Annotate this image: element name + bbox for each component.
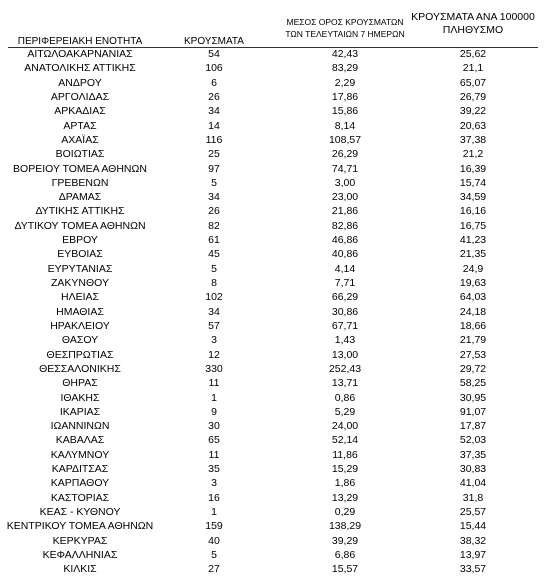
cell-per-100k: 37,38 bbox=[459, 133, 487, 146]
table-row bbox=[0, 147, 545, 161]
cell-cases: 65 bbox=[208, 434, 220, 447]
cell-7day-average: 24,00 bbox=[331, 420, 359, 433]
cell-region: ΚΑΡΔΙΤΣΑΣ bbox=[51, 463, 109, 476]
cell-7day-average: 108,57 bbox=[328, 133, 362, 146]
cell-per-100k: 16,16 bbox=[459, 205, 487, 218]
cell-region: ΗΡΑΚΛΕΙΟΥ bbox=[50, 319, 110, 332]
cell-region: ΒΟΙΩΤΙΑΣ bbox=[55, 148, 105, 161]
cell-per-100k: 58,25 bbox=[459, 377, 487, 390]
cell-region: ΚΕΡΚΥΡΑΣ bbox=[52, 534, 108, 547]
cell-cases: 14 bbox=[208, 119, 220, 132]
cell-cases: 35 bbox=[208, 463, 220, 476]
cell-cases: 5 bbox=[211, 262, 217, 275]
cell-per-100k: 21,2 bbox=[462, 148, 484, 161]
table-row bbox=[0, 534, 545, 548]
cell-region: ΑΝΔΡΟΥ bbox=[58, 76, 102, 89]
table-row bbox=[0, 162, 545, 176]
cell-7day-average: 67,71 bbox=[331, 319, 359, 332]
cell-7day-average: 0,86 bbox=[334, 391, 356, 404]
cell-region: ΗΜΑΘΙΑΣ bbox=[56, 305, 104, 318]
cell-per-100k: 91,07 bbox=[459, 405, 487, 418]
table-row bbox=[0, 76, 545, 90]
cell-region: ΔΡΑΜΑΣ bbox=[58, 191, 102, 204]
table-row bbox=[0, 562, 545, 576]
cell-region: ΚΕΝΤΡΙΚΟΥ ΤΟΜΕΑ ΑΘΗΝΩΝ bbox=[6, 520, 154, 533]
cell-7day-average: 46,86 bbox=[331, 234, 359, 247]
cell-7day-average: 11,86 bbox=[332, 448, 358, 461]
cell-7day-average: 13,71 bbox=[331, 377, 359, 390]
cell-region: ΑΡΓΟΛΙΔΑΣ bbox=[50, 90, 110, 103]
cell-per-100k: 15,74 bbox=[459, 176, 487, 189]
cell-7day-average: 1,86 bbox=[334, 477, 356, 490]
cell-7day-average: 13,00 bbox=[331, 348, 359, 361]
table-row bbox=[0, 290, 545, 304]
cell-region: ΗΛΕΙΑΣ bbox=[60, 291, 99, 304]
cell-7day-average: 42,43 bbox=[331, 48, 359, 60]
cell-region: ΑΡΤΑΣ bbox=[63, 119, 97, 132]
cell-per-100k: 33,57 bbox=[459, 563, 487, 576]
table-row bbox=[0, 204, 545, 218]
cell-region: ΑΝΑΤΟΛΙΚΗΣ ΑΤΤΙΚΗΣ bbox=[24, 62, 136, 75]
table-row bbox=[0, 433, 545, 447]
cell-cases: 34 bbox=[208, 191, 220, 204]
table-row bbox=[0, 104, 545, 118]
cell-region: ΚΙΛΚΙΣ bbox=[63, 563, 97, 576]
table-row bbox=[0, 47, 545, 61]
table-row bbox=[0, 362, 545, 376]
table-row bbox=[0, 548, 545, 562]
cell-cases: 159 bbox=[205, 520, 223, 533]
cell-per-100k: 31,8 bbox=[462, 491, 484, 504]
cell-region: ΘΗΡΑΣ bbox=[62, 377, 98, 390]
cell-per-100k: 20,63 bbox=[459, 119, 487, 132]
cell-7day-average: 8,14 bbox=[334, 119, 356, 132]
table-row bbox=[0, 276, 545, 290]
cell-cases: 26 bbox=[208, 205, 220, 218]
cell-per-100k: 25,57 bbox=[459, 506, 487, 518]
cell-7day-average: 83,29 bbox=[331, 62, 359, 75]
cell-per-100k: 38,32 bbox=[459, 534, 487, 547]
cell-7day-average: 23,00 bbox=[331, 191, 359, 204]
cell-region: ΘΕΣΣΑΛΟΝΙΚΗΣ bbox=[39, 362, 121, 375]
cell-per-100k: 39,22 bbox=[459, 105, 487, 118]
header-region: ΠΕΡΙΦΕΡΕΙΑΚΗ ΕΝΟΤΗΤΑ bbox=[17, 36, 143, 47]
table-row bbox=[0, 319, 545, 333]
cell-cases: 102 bbox=[205, 291, 223, 304]
cell-7day-average: 66,29 bbox=[331, 291, 359, 304]
cell-per-100k: 30,95 bbox=[459, 391, 487, 404]
cell-per-100k: 64,03 bbox=[459, 291, 487, 304]
cell-region: ΑΙΤΩΛΟΑΚΑΡΝΑΝΙΑΣ bbox=[27, 48, 133, 60]
cell-cases: 8 bbox=[211, 277, 217, 289]
cell-per-100k: 24,18 bbox=[459, 305, 487, 318]
cell-cases: 106 bbox=[205, 62, 223, 75]
cell-7day-average: 15,57 bbox=[331, 563, 359, 576]
cell-7day-average: 21,86 bbox=[331, 205, 359, 218]
header-7day-average-line1: ΜΕΣΟΣ ΟΡΟΣ ΚΡΟΥΣΜΑΤΩΝ bbox=[286, 17, 404, 27]
cell-7day-average: 17,86 bbox=[331, 90, 359, 103]
cell-cases: 54 bbox=[208, 48, 220, 60]
cell-region: ΙΘΑΚΗΣ bbox=[60, 391, 100, 404]
cell-7day-average: 3,00 bbox=[334, 176, 356, 189]
cell-per-100k: 29,72 bbox=[459, 362, 487, 375]
table-row bbox=[0, 519, 545, 533]
cell-per-100k: 21,79 bbox=[459, 334, 487, 347]
cell-cases: 11 bbox=[208, 377, 220, 390]
cell-region: ΚΑΡΠΑΘΟΥ bbox=[50, 477, 110, 490]
table-row bbox=[0, 376, 545, 390]
cell-cases: 34 bbox=[208, 105, 220, 118]
cell-7day-average: 4,14 bbox=[334, 262, 356, 275]
cell-cases: 3 bbox=[211, 334, 217, 347]
table-row bbox=[0, 491, 545, 505]
cell-per-100k: 13,97 bbox=[459, 548, 487, 561]
header-per-100k-line2: ΠΛΗΘΥΣΜΟ bbox=[442, 24, 504, 36]
cell-cases: 30 bbox=[208, 420, 220, 433]
table-row bbox=[0, 448, 545, 462]
table-row bbox=[0, 391, 545, 405]
cell-7day-average: 6,86 bbox=[334, 548, 356, 561]
cell-7day-average: 138,29 bbox=[328, 520, 362, 533]
table-row bbox=[0, 61, 545, 75]
cell-region: ΑΡΚΑΔΙΑΣ bbox=[54, 105, 106, 118]
cell-cases: 11 bbox=[208, 448, 220, 461]
cell-per-100k: 41,04 bbox=[459, 477, 487, 490]
cell-region: ΘΕΣΠΡΩΤΙΑΣ bbox=[46, 348, 114, 361]
cell-7day-average: 26,29 bbox=[331, 148, 359, 161]
cell-region: ΒΟΡΕΙΟΥ ΤΟΜΕΑ ΑΘΗΝΩΝ bbox=[13, 162, 147, 175]
table-body bbox=[0, 47, 545, 577]
cell-region: ΚΕΦΑΛΛΗΝΙΑΣ bbox=[42, 548, 118, 561]
table-row bbox=[0, 119, 545, 133]
cell-7day-average: 1,43 bbox=[334, 334, 356, 347]
cell-region: ΚΑΛΥΜΝΟΥ bbox=[50, 448, 110, 461]
cell-per-100k: 26,79 bbox=[459, 90, 487, 103]
cell-cases: 26 bbox=[208, 90, 220, 103]
cell-region: ΕΥΒΟΙΑΣ bbox=[57, 248, 103, 261]
cell-per-100k: 17,87 bbox=[459, 420, 487, 433]
cell-cases: 45 bbox=[208, 248, 220, 261]
table-row bbox=[0, 476, 545, 490]
cell-per-100k: 16,75 bbox=[459, 219, 487, 232]
cell-region: ΚΑΒΑΛΑΣ bbox=[55, 434, 105, 447]
cell-cases: 5 bbox=[211, 176, 217, 189]
cell-region: ΔΥΤΙΚΟΥ ΤΟΜΕΑ ΑΘΗΝΩΝ bbox=[14, 219, 146, 232]
cell-cases: 16 bbox=[208, 491, 220, 504]
table-row bbox=[0, 176, 545, 190]
cell-region: ΕΒΡΟΥ bbox=[62, 234, 98, 247]
cell-per-100k: 18,66 bbox=[459, 319, 487, 332]
cell-7day-average: 0,29 bbox=[334, 506, 356, 518]
cell-cases: 97 bbox=[208, 162, 220, 175]
cell-7day-average: 74,71 bbox=[331, 162, 359, 175]
cell-cases: 9 bbox=[211, 405, 217, 418]
table-row bbox=[0, 462, 545, 476]
cell-region: ΚΕΑΣ - ΚΥΘΝΟΥ bbox=[39, 506, 121, 518]
cell-7day-average: 252,43 bbox=[328, 362, 362, 375]
cell-per-100k: 52,03 bbox=[459, 434, 487, 447]
cell-cases: 12 bbox=[208, 348, 220, 361]
cell-per-100k: 24,9 bbox=[462, 262, 484, 275]
header-per-100k bbox=[408, 11, 538, 37]
cell-cases: 3 bbox=[211, 477, 217, 490]
cell-per-100k: 15,44 bbox=[459, 520, 487, 533]
cell-per-100k: 21,35 bbox=[459, 248, 487, 261]
table-row bbox=[0, 90, 545, 104]
table-row bbox=[0, 405, 545, 419]
cell-cases: 27 bbox=[208, 563, 220, 576]
table-row bbox=[0, 262, 545, 276]
cell-region: ΕΥΡΥΤΑΝΙΑΣ bbox=[47, 262, 113, 275]
cell-7day-average: 40,86 bbox=[331, 248, 359, 261]
cell-region: ΘΑΣΟΥ bbox=[61, 334, 99, 347]
table-row bbox=[0, 333, 545, 347]
cell-cases: 5 bbox=[211, 548, 217, 561]
cell-7day-average: 13,29 bbox=[331, 491, 359, 504]
cell-cases: 330 bbox=[205, 362, 223, 375]
cell-region: ΔΥΤΙΚΗΣ ΑΤΤΙΚΗΣ bbox=[35, 205, 125, 218]
cell-cases: 1 bbox=[211, 391, 217, 404]
cell-per-100k: 34,59 bbox=[459, 191, 487, 204]
cell-per-100k: 21,1 bbox=[462, 62, 484, 75]
header-cases: ΚΡΟΥΣΜΑΤΑ bbox=[184, 36, 244, 47]
cell-per-100k: 19,63 bbox=[459, 277, 487, 289]
cell-per-100k: 41,23 bbox=[459, 234, 487, 247]
cell-cases: 57 bbox=[208, 319, 220, 332]
header-7day-average bbox=[280, 16, 410, 40]
header-7day-average-line2: ΤΩΝ ΤΕΛΕΥΤΑΙΩΝ 7 ΗΜΕΡΩΝ bbox=[285, 29, 405, 39]
table-row bbox=[0, 233, 545, 247]
cell-cases: 6 bbox=[211, 76, 217, 89]
cell-per-100k: 37,35 bbox=[459, 448, 487, 461]
cell-cases: 40 bbox=[208, 534, 220, 547]
cell-7day-average: 2,29 bbox=[334, 76, 356, 89]
cell-cases: 116 bbox=[205, 133, 223, 146]
cell-region: ΓΡΕΒΕΝΩΝ bbox=[51, 176, 109, 189]
cell-per-100k: 65,07 bbox=[459, 76, 487, 89]
cell-region: ΚΑΣΤΟΡΙΑΣ bbox=[50, 491, 110, 504]
cell-cases: 34 bbox=[208, 305, 220, 318]
table-row bbox=[0, 133, 545, 147]
cell-cases: 61 bbox=[208, 234, 220, 247]
table-row bbox=[0, 348, 545, 362]
cell-per-100k: 27,53 bbox=[459, 348, 487, 361]
cell-cases: 25 bbox=[208, 148, 220, 161]
cell-cases: 82 bbox=[208, 219, 220, 232]
cell-7day-average: 52,14 bbox=[331, 434, 359, 447]
cell-per-100k: 16,39 bbox=[459, 162, 487, 175]
cell-7day-average: 82,86 bbox=[331, 219, 359, 232]
table-row bbox=[0, 305, 545, 319]
table-row bbox=[0, 419, 545, 433]
cell-per-100k: 30,83 bbox=[459, 463, 487, 476]
cell-7day-average: 7,71 bbox=[334, 277, 356, 289]
cell-region: ΙΩΑΝΝΙΝΩΝ bbox=[50, 420, 110, 433]
cell-cases: 1 bbox=[211, 506, 217, 518]
cell-region: ΑΧΑΪΑΣ bbox=[61, 133, 99, 146]
table-row bbox=[0, 247, 545, 261]
cell-7day-average: 5,29 bbox=[334, 405, 356, 418]
table-row bbox=[0, 190, 545, 204]
table-row bbox=[0, 219, 545, 233]
table-row bbox=[0, 505, 545, 519]
cell-7day-average: 30,86 bbox=[331, 305, 359, 318]
cell-region: ΖΑΚΥΝΘΟΥ bbox=[50, 277, 109, 289]
cell-7day-average: 15,86 bbox=[331, 105, 359, 118]
cell-region: ΙΚΑΡΙΑΣ bbox=[59, 405, 101, 418]
cell-7day-average: 15,29 bbox=[331, 463, 359, 476]
header-per-100k-line1: ΚΡΟΥΣΜΑΤΑ ΑΝΑ 100000 bbox=[411, 11, 535, 23]
cell-7day-average: 39,29 bbox=[331, 534, 359, 547]
cell-per-100k: 25,62 bbox=[459, 48, 487, 60]
